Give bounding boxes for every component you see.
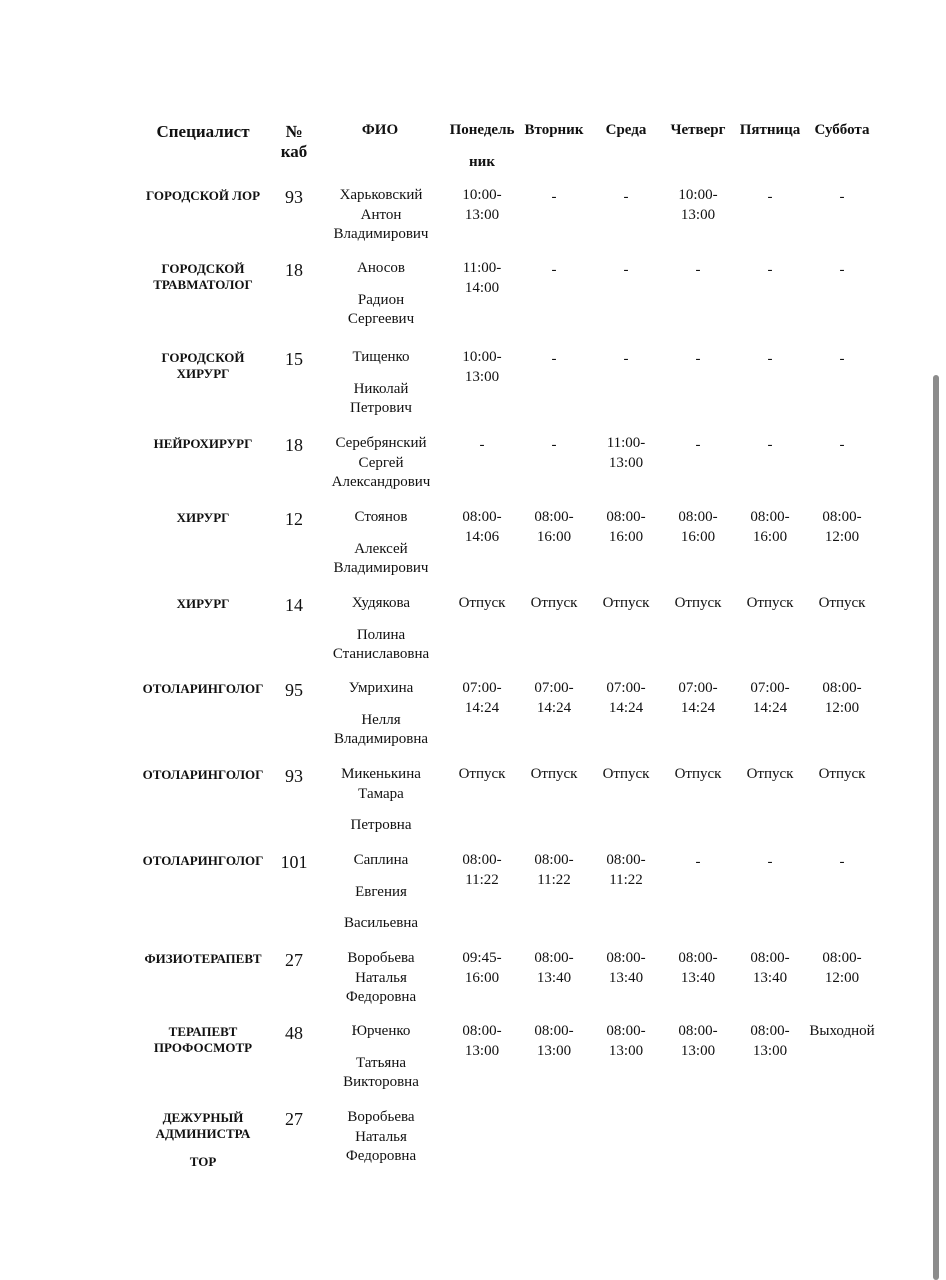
room-number: 101 <box>280 852 308 872</box>
specialist-line: ГОРОДСКОЙ <box>161 261 245 276</box>
schedule-cell <box>444 594 520 614</box>
specialist-cell <box>128 596 278 612</box>
schedule-line: 08:00- <box>606 1023 646 1039</box>
schedule-line: 07:00- <box>678 680 718 696</box>
room-number: 18 <box>285 260 303 280</box>
fio-line: Серебрянский <box>335 435 427 451</box>
fio-cell <box>315 259 447 330</box>
schedule-line: Отпуск <box>602 595 650 611</box>
schedule-cell <box>444 436 520 456</box>
schedule-cell <box>660 594 736 614</box>
schedule-line: 08:00- <box>822 509 862 525</box>
schedule-line: 08:00- <box>822 950 862 966</box>
schedule-line: 11:00- <box>462 260 502 276</box>
specialist-line: ПРОФОСМОТР <box>153 1040 253 1055</box>
schedule-cell <box>444 508 520 547</box>
specialist-line: АДМИНИСТРА <box>155 1126 251 1141</box>
fio-line: Тищенко <box>352 349 410 365</box>
schedule-line: 08:00- <box>678 1023 718 1039</box>
schedule-cell <box>588 1022 664 1061</box>
header-room-line2: каб <box>280 142 308 161</box>
schedule-line: 09:45- <box>462 950 502 966</box>
schedule-line: - <box>551 437 557 453</box>
schedule-line: - <box>695 854 701 870</box>
schedule-line: 13:00 <box>680 206 716 223</box>
header-day-monday <box>441 119 523 173</box>
room-number: 93 <box>285 766 303 786</box>
room-number: 95 <box>285 680 303 700</box>
schedule-line: - <box>839 854 845 870</box>
schedule-cell <box>444 679 520 718</box>
fio-line: Сергеевич <box>347 311 415 327</box>
specialist-cell <box>128 510 278 526</box>
fio-line: Харьковский <box>339 187 423 203</box>
schedule-line: 14:24 <box>680 699 716 716</box>
fio-cell <box>315 594 447 665</box>
schedule-cell <box>516 261 592 281</box>
schedule-cell <box>588 851 664 890</box>
header-day-tuesday: Вторник <box>524 122 584 138</box>
specialist-line: НЕЙРОХИРУРГ <box>153 436 253 451</box>
header-day-wednesday: Среда <box>605 122 647 138</box>
schedule-cell <box>516 508 592 547</box>
schedule-cell <box>588 350 664 370</box>
schedule-cell <box>588 594 664 614</box>
schedule-cell <box>660 853 736 873</box>
schedule-line: Отпуск <box>530 766 578 782</box>
specialist-line: ХИРУРГ <box>176 366 230 381</box>
fio-line: Антон <box>360 206 402 223</box>
schedule-cell <box>660 949 736 988</box>
schedule-cell <box>444 186 520 225</box>
schedule-line: 08:00- <box>606 509 646 525</box>
schedule-cell <box>804 765 880 785</box>
schedule-line: - <box>839 262 845 278</box>
schedule-line: Выходной <box>809 1023 875 1039</box>
specialist-line: ФИЗИОТЕРАПЕВТ <box>144 951 262 966</box>
schedule-cell <box>516 765 592 785</box>
schedule-line: Отпуск <box>674 766 722 782</box>
fio-line: Нелля <box>361 711 401 728</box>
room-number: 12 <box>285 509 303 529</box>
schedule-cell <box>797 1022 887 1042</box>
schedule-line: 13:00 <box>464 368 500 385</box>
header-day-monday-line1: Понедель <box>449 122 515 138</box>
schedule-cell <box>804 594 880 614</box>
schedule-cell <box>804 508 880 547</box>
schedule-line: 08:00- <box>606 852 646 868</box>
schedule-cell <box>804 436 880 456</box>
schedule-line: 13:00 <box>608 454 644 471</box>
fio-line: Петровна <box>350 817 412 833</box>
schedule-line: 16:00 <box>464 969 500 986</box>
fio-line: Юрченко <box>351 1023 411 1039</box>
schedule-cell <box>732 261 808 281</box>
specialist-line: ГОРОДСКОЙ <box>161 350 245 365</box>
schedule-line: Отпуск <box>530 595 578 611</box>
header-room-line1: № <box>285 122 303 141</box>
fio-line: Воробьева <box>347 1109 415 1125</box>
schedule-cell <box>732 949 808 988</box>
schedule-line: - <box>839 351 845 367</box>
specialist-cell <box>128 350 278 382</box>
schedule-cell <box>588 261 664 281</box>
specialist-cell <box>128 261 278 293</box>
specialist-line: ХИРУРГ <box>176 596 230 611</box>
specialist-cell <box>128 767 278 783</box>
schedule-cell <box>660 1022 736 1061</box>
header-day-thursday: Четверг <box>670 122 726 138</box>
room-number: 18 <box>285 435 303 455</box>
fio-line: Саплина <box>353 852 409 868</box>
schedule-cell <box>732 765 808 785</box>
schedule-line: - <box>623 351 629 367</box>
schedule-line: 10:00- <box>462 187 502 203</box>
schedule-line: Отпуск <box>458 766 506 782</box>
schedule-line: 08:00- <box>534 509 574 525</box>
schedule-cell <box>588 508 664 547</box>
specialist-line: ГОРОДСКОЙ ЛОР <box>145 188 261 203</box>
specialist-line: ОТОЛАРИНГОЛОГ <box>142 853 264 868</box>
fio-cell <box>315 1108 447 1167</box>
schedule-line: - <box>623 189 629 205</box>
fio-line: Наталья <box>355 1128 407 1145</box>
fio-cell <box>315 851 447 934</box>
schedule-line: Отпуск <box>458 595 506 611</box>
schedule-line: - <box>767 351 773 367</box>
schedule-line: 08:00- <box>462 509 502 525</box>
schedule-line: 11:22 <box>537 871 571 888</box>
fio-cell <box>315 348 447 419</box>
schedule-line: 08:00- <box>606 950 646 966</box>
schedule-cell <box>660 508 736 547</box>
schedule-line: - <box>767 437 773 453</box>
schedule-line: 07:00- <box>534 680 574 696</box>
schedule-line: Отпуск <box>818 766 866 782</box>
schedule-line: 14:06 <box>464 528 500 545</box>
header-day-saturday: Суббота <box>814 122 870 138</box>
schedule-line: - <box>767 262 773 278</box>
header-room <box>274 122 314 162</box>
schedule-line: - <box>551 189 557 205</box>
specialist-line: ОТОЛАРИНГОЛОГ <box>142 681 264 696</box>
schedule-line: 10:00- <box>678 187 718 203</box>
schedule-line: 08:00- <box>678 950 718 966</box>
schedule-cell <box>516 188 592 208</box>
schedule-cell <box>516 594 592 614</box>
room-number: 27 <box>285 950 303 970</box>
fio-line: Евгения <box>355 883 407 900</box>
schedule-line: 11:22 <box>465 871 499 888</box>
fio-line: Умрихина <box>348 680 414 696</box>
schedule-line: 10:00- <box>462 349 502 365</box>
schedule-line: - <box>839 189 845 205</box>
schedule-cell <box>660 350 736 370</box>
schedule-cell <box>804 350 880 370</box>
schedule-line: 08:00- <box>534 852 574 868</box>
schedule-cell <box>444 765 520 785</box>
schedule-cell <box>516 949 592 988</box>
schedule-line: 13:00 <box>680 1042 716 1059</box>
fio-line: Воробьева <box>347 950 415 966</box>
schedule-line: - <box>479 437 485 453</box>
schedule-cell <box>732 679 808 718</box>
schedule-line: 13:00 <box>464 1042 500 1059</box>
schedule-line: 08:00- <box>462 1023 502 1039</box>
schedule-cell <box>804 188 880 208</box>
specialist-cell <box>128 951 278 967</box>
schedule-cell <box>732 853 808 873</box>
fio-line: Микенькина <box>341 766 421 782</box>
specialist-line: ХИРУРГ <box>176 510 230 525</box>
schedule-line: - <box>695 351 701 367</box>
schedule-line: - <box>767 854 773 870</box>
schedule-line: 08:00- <box>750 1023 790 1039</box>
schedule-cell <box>804 679 880 718</box>
specialist-line: ДЕЖУРНЫЙ <box>162 1110 244 1125</box>
schedule-cell <box>516 679 592 718</box>
schedule-cell <box>516 851 592 890</box>
room-number: 48 <box>285 1023 303 1043</box>
header-day-friday: Пятница <box>739 122 801 138</box>
schedule-cell <box>804 261 880 281</box>
schedule-line: 13:00 <box>608 1042 644 1059</box>
fio-line: Федоровна <box>345 989 417 1005</box>
schedule-line: 14:24 <box>608 699 644 716</box>
fio-cell <box>315 434 447 493</box>
schedule-line: 14:00 <box>464 279 500 296</box>
schedule-line: 13:00 <box>752 1042 788 1059</box>
header-specialist: Специалист <box>156 122 250 141</box>
schedule-cell <box>516 1022 592 1061</box>
fio-line: Худякова <box>351 595 411 611</box>
schedule-cell <box>516 350 592 370</box>
schedule-cell <box>588 679 664 718</box>
schedule-line: - <box>551 351 557 367</box>
schedule-line: 16:00 <box>536 528 572 545</box>
room-number: 27 <box>285 1109 303 1129</box>
schedule-line: 08:00- <box>534 1023 574 1039</box>
fio-line: Викторовна <box>343 1074 419 1090</box>
schedule-line: 07:00- <box>606 680 646 696</box>
schedule-line: Отпуск <box>746 595 794 611</box>
specialist-cell <box>128 188 278 204</box>
schedule-line: 13:40 <box>536 969 572 986</box>
schedule-line: 14:24 <box>752 699 788 716</box>
schedule-line: Отпуск <box>818 595 866 611</box>
room-number: 14 <box>285 595 303 615</box>
fio-line: Александрович <box>331 474 431 490</box>
fio-line: Станиславовна <box>332 646 430 662</box>
fio-line: Наталья <box>355 969 407 986</box>
schedule-line: - <box>767 189 773 205</box>
schedule-line: 11:00- <box>606 435 646 451</box>
fio-line: Полина <box>356 626 406 643</box>
schedule-line: 14:24 <box>536 699 572 716</box>
schedule-line: Отпуск <box>746 766 794 782</box>
schedule-line: - <box>695 437 701 453</box>
specialist-cell <box>128 1110 278 1170</box>
specialist-line: ТЕРАПЕВТ <box>168 1024 238 1039</box>
room-number: 15 <box>285 349 303 369</box>
schedule-line: 08:00- <box>822 680 862 696</box>
room-number: 93 <box>285 187 303 207</box>
schedule-line: 14:24 <box>464 699 500 716</box>
schedule-cell <box>660 765 736 785</box>
schedule-line: 13:40 <box>752 969 788 986</box>
schedule-line: 13:40 <box>608 969 644 986</box>
schedule-line: 07:00- <box>462 680 502 696</box>
schedule-cell <box>444 851 520 890</box>
fio-cell <box>315 949 447 1008</box>
schedule-cell <box>732 350 808 370</box>
schedule-line: - <box>695 262 701 278</box>
specialist-cell <box>128 853 278 869</box>
schedule-line: 12:00 <box>824 969 860 986</box>
fio-line: Петрович <box>350 400 412 416</box>
schedule-cell <box>444 1022 520 1061</box>
schedule-line: 13:40 <box>680 969 716 986</box>
schedule-line: 08:00- <box>750 950 790 966</box>
schedule-line: 13:00 <box>464 206 500 223</box>
schedule-line: 07:00- <box>750 680 790 696</box>
specialist-line: ТРАВМАТОЛОГ <box>153 277 253 292</box>
fio-cell <box>315 186 447 245</box>
header-fio: ФИО <box>361 122 399 138</box>
schedule-cell <box>804 853 880 873</box>
schedule-line: - <box>839 437 845 453</box>
schedule-cell <box>444 348 520 387</box>
specialist-cell <box>128 681 278 697</box>
fio-cell <box>315 1022 447 1093</box>
fio-cell <box>315 679 447 750</box>
schedule-cell <box>660 186 736 225</box>
schedule-cell <box>588 188 664 208</box>
fio-line: Владимировна <box>333 731 429 747</box>
schedule-line: 16:00 <box>608 528 644 545</box>
schedule-cell <box>732 188 808 208</box>
header-day-monday-line2: ник <box>469 154 495 170</box>
schedule-line: - <box>623 262 629 278</box>
schedule-cell <box>660 436 736 456</box>
fio-cell <box>315 765 447 836</box>
schedule-line: 13:00 <box>536 1042 572 1059</box>
fio-line: Сергей <box>358 454 404 471</box>
schedule-line: Отпуск <box>602 766 650 782</box>
fio-line: Федоровна <box>345 1148 417 1164</box>
schedule-line: 16:00 <box>752 528 788 545</box>
fio-line: Владимирович <box>333 226 429 242</box>
fio-line: Тамара <box>358 785 404 802</box>
fio-line: Алексей <box>354 540 408 557</box>
schedule-cell <box>732 594 808 614</box>
fio-line: Татьяна <box>355 1054 407 1071</box>
schedule-cell <box>588 765 664 785</box>
schedule-line: 08:00- <box>750 509 790 525</box>
schedule-cell <box>588 949 664 988</box>
schedule-line: 08:00- <box>678 509 718 525</box>
schedule-cell <box>444 259 520 298</box>
schedule-line: 08:00- <box>462 852 502 868</box>
schedule-line: 12:00 <box>824 528 860 545</box>
schedule-line: 08:00- <box>534 950 574 966</box>
fio-line: Васильевна <box>343 915 419 931</box>
specialist-cell <box>128 436 278 452</box>
schedule-line: 16:00 <box>680 528 716 545</box>
fio-line: Николай <box>353 380 409 397</box>
scrollbar[interactable] <box>933 375 939 1280</box>
fio-line: Владимирович <box>333 560 429 576</box>
schedule-cell <box>444 949 520 988</box>
schedule-cell <box>660 679 736 718</box>
schedule-cell <box>804 949 880 988</box>
fio-line: Радион <box>357 291 405 308</box>
fio-cell <box>315 508 447 579</box>
specialist-line: ОТОЛАРИНГОЛОГ <box>142 767 264 782</box>
schedule-cell <box>732 436 808 456</box>
schedule-line: 12:00 <box>824 699 860 716</box>
schedule-line: Отпуск <box>674 595 722 611</box>
schedule-cell <box>516 436 592 456</box>
schedule-line: 11:22 <box>609 871 643 888</box>
schedule-cell <box>732 508 808 547</box>
schedule-line: - <box>551 262 557 278</box>
schedule-cell <box>660 261 736 281</box>
specialist-cell <box>128 1024 278 1056</box>
specialist-line: ТОР <box>189 1154 217 1169</box>
schedule-cell <box>588 434 664 473</box>
fio-line: Аносов <box>357 260 405 276</box>
fio-line: Стоянов <box>354 509 408 525</box>
